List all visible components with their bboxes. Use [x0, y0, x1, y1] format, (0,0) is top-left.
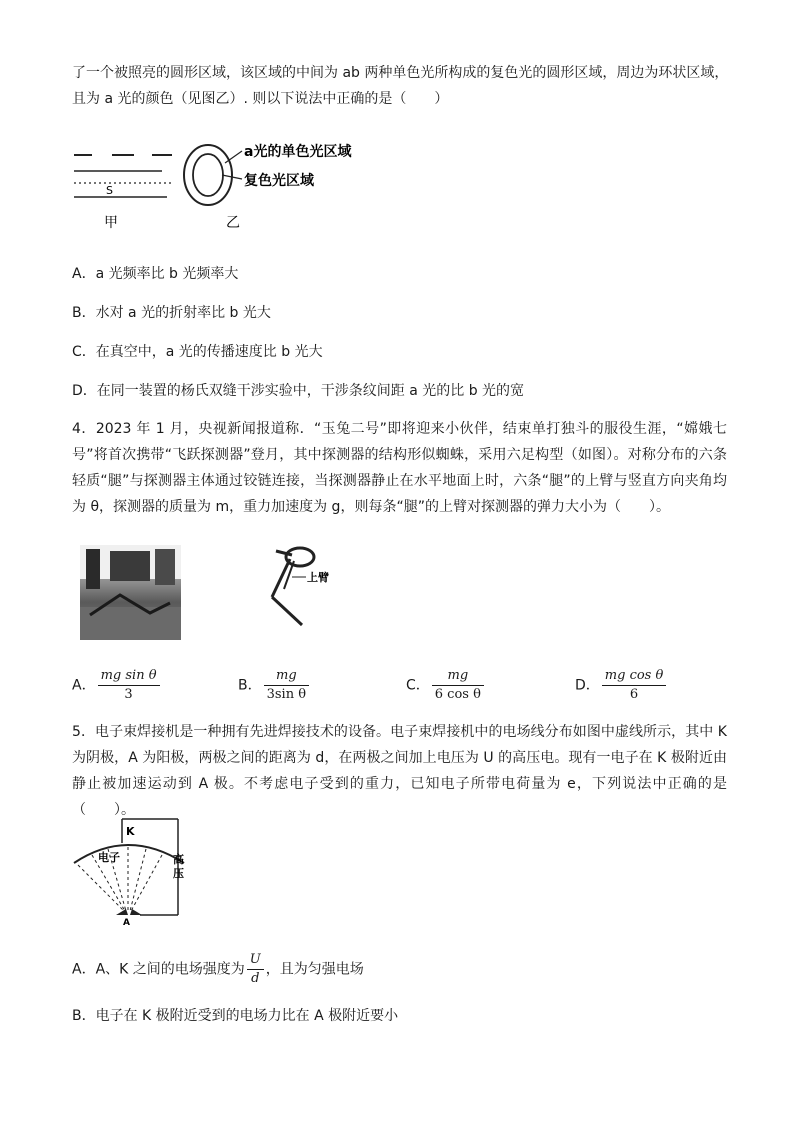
anode-label: A — [123, 918, 130, 925]
cathode-arc — [74, 845, 184, 863]
fraction — [602, 668, 667, 703]
lander-photo-detail — [80, 545, 181, 640]
fraction — [264, 668, 309, 703]
figure-jia — [72, 145, 182, 235]
choice-letter: A． — [72, 677, 96, 694]
figure-yi — [180, 135, 380, 235]
fraction-denominator: 6 cos θ — [434, 687, 481, 702]
q3-text-line-1: 了一个被照亮的圆形区域，该区域的中间为 ab 两种单色光所构成的复色光的圆形区域，周边为环状区域， — [72, 65, 729, 81]
lander-photo — [80, 545, 181, 640]
body-joint — [286, 548, 314, 566]
field-line — [131, 855, 162, 911]
field-line — [78, 865, 124, 911]
upper-arm-label: 上臂 — [307, 571, 329, 584]
fraction-numerator: mg cos θ — [602, 668, 667, 686]
q5-option-b: B．电子在 K 极附近受到的电场力比在 A 极附近要小 — [72, 1008, 399, 1024]
high-voltage-label-2: 压 — [173, 867, 184, 880]
q5-option-a — [72, 952, 364, 987]
anode-right — [130, 909, 142, 915]
high-voltage-label-1: 高 — [173, 853, 184, 866]
lower-arm — [272, 597, 302, 625]
q3-option-c: C．在真空中，a 光的传播速度比 b 光大 — [72, 344, 323, 360]
anode-left — [116, 909, 128, 915]
fraction — [432, 668, 484, 703]
fraction-numerator: mg — [432, 668, 484, 686]
fraction-numerator: mg — [264, 668, 309, 686]
fraction-numerator: mg sin θ — [98, 668, 160, 686]
fraction-denominator: 3 — [124, 687, 133, 702]
q3-text-line-2: 且为 a 光的颜色（见图乙）. 则以下说法中正确的是（ ） — [72, 91, 449, 107]
cathode-label: K — [126, 825, 135, 838]
q4-choice-a — [72, 668, 162, 703]
choice-letter: B． — [238, 677, 262, 694]
q4-choice-c — [406, 668, 486, 703]
fraction-denominator: 6 — [629, 687, 639, 702]
composite-region-label: 复色光区域 — [244, 173, 314, 189]
option-a-suffix: ，且为匀强电场 — [265, 961, 364, 978]
electron-label: 电子 — [98, 851, 120, 864]
q5-question-text: 5．电子束焊接机是一种拥有先进焊接技术的设备。电子束焊接机中的电场线分布如图中虚线所示，其中 K 为阴极，A 为阳极，两极之间的距离为 d，在两极之间加上电压为 U 的高压电。现有一电子在 K 极附近由静止被加速运动到 A 极。不考虑电子受到的重力，已知电子所带电荷量为 e，下列说法中正确的是（ ）。 — [72, 724, 727, 818]
q4-choice-d — [575, 668, 668, 703]
leg-diagram — [262, 545, 352, 630]
fraction-denominator: d — [251, 971, 260, 986]
q4-question-text: 4．2023 年 1 月，央视新闻报道称．“玉兔二号”即将迎来小伙伴，结束单打独斗的服役生涯，“嫦娥七号”将首次携带“飞跃探测器”登月，其中探测器的结构形似蜘蛛，采用六足构型（如图）。对称分布的六条轻质“腿”与探测器主体通过铰链连接，当探测器静止在水平地面上时，六条“腿”的上臂与竖直方向夹角均为 θ，探测器的质量为 m，重力加速度为 g，则每条“腿”的上臂对探测器的弹力大小为（ ）。 — [72, 421, 727, 515]
choice-letter: C． — [406, 677, 430, 694]
fraction — [98, 668, 160, 703]
q3-option-b: B．水对 a 光的折射率比 b 光大 — [72, 305, 271, 321]
figure-jia-label: 甲 — [104, 215, 118, 231]
fraction — [247, 952, 264, 987]
q3-option-a: A．a 光频率比 b 光频率大 — [72, 266, 239, 282]
welder-diagram — [72, 815, 192, 925]
figure-yi-label: 乙 — [226, 215, 240, 231]
source-label: S — [106, 184, 113, 197]
fraction-numerator: U — [247, 952, 264, 970]
fraction-denominator: 3sin θ — [266, 687, 307, 702]
q4-choice-b — [238, 668, 311, 703]
option-a-prefix: A．A、K 之间的电场强度为 — [72, 961, 245, 978]
inner-circle — [193, 154, 223, 196]
field-line — [130, 849, 146, 911]
q3-option-d: D．在同一装置的杨氏双缝干涉实验中，干涉条纹间距 a 光的比 b 光的宽 — [72, 383, 525, 399]
a-region-label: a光的单色光区域 — [244, 144, 352, 160]
choice-letter: D． — [575, 677, 600, 694]
